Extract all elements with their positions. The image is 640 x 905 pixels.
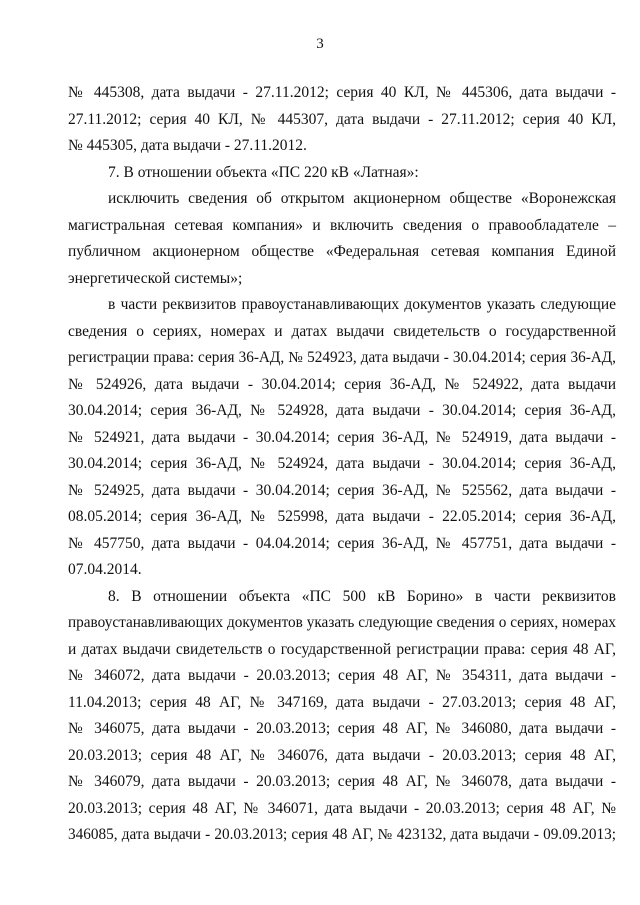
text-line: 346085, дата выдачи - 20.03.2013; серия 48 АГ, № 423132, дата выдачи - 09.09.2013; — [68, 826, 616, 843]
text-line: публичном акционерном обществе «Федеральная сетевая компания Единой — [68, 243, 616, 260]
text-line: № 457750, дата выдачи - 04.04.2014; серия 36-АД, № 457751, дата выдачи - — [68, 534, 616, 552]
text-line: энергетической системы»; — [68, 269, 243, 287]
text-line: регистрации права: серия 36-АД, № 524923, дата выдачи - 30.04.2014; серия 36-АД, — [68, 349, 616, 366]
text-line: № 346079, дата выдачи - 20.03.2013; серия 48 АГ, № 346078, дата выдачи - — [68, 773, 616, 790]
text-line: 30.04.2014; серия 36-АД, № 524928, дата выдачи - 30.04.2014; серия 36-АД, — [68, 402, 616, 419]
text-line: № 524921, дата выдачи - 30.04.2014; серия 36-АД, № 524919, дата выдачи - — [68, 428, 616, 446]
text-line: 8. В отношении объекта «ПС 500 кВ Борино» в части реквизитов — [108, 587, 616, 605]
text-line: № 346072, дата выдачи - 20.03.2013; серия 48 АГ, № 354311, дата выдачи - — [68, 667, 616, 684]
text-line: 07.04.2014. — [68, 561, 142, 578]
text-line: в части реквизитов правоустанавливающих документов указать следующие — [108, 296, 616, 313]
text-line: 20.03.2013; серия 48 АГ, № 346071, дата выдачи - 20.03.2013; серия 48 АГ, № — [68, 799, 616, 817]
text-line: сведения о сериях, номерах и датах выдачи свидетельств о государственной — [68, 322, 616, 340]
text-line: исключить сведения об открытом акционерном обществе «Воронежская — [108, 190, 616, 207]
text-line: 27.11.2012; серия 40 КЛ, № 445307, дата выдачи - 27.11.2012; серия 40 КЛ, — [68, 110, 616, 128]
text-line: и датах выдачи свидетельств о государственной регистрации права: серия 48 АГ, — [68, 640, 616, 658]
text-line: № 524925, дата выдачи - 30.04.2014; серия 36-АД, № 525562, дата выдачи - — [68, 481, 616, 499]
text-line: № 445308, дата выдачи - 27.11.2012; серия 40 КЛ, № 445306, дата выдачи - — [68, 84, 616, 101]
text-line: № 524926, дата выдачи - 30.04.2014; серия 36-АД, № 524922, дата выдачи — [68, 375, 616, 393]
text-line: магистральная сетевая компания» и включить сведения о правообладателе – — [68, 216, 616, 234]
page-number: 3 — [316, 36, 324, 52]
text-line: № 445305, дата выдачи - 27.11.2012. — [68, 137, 307, 154]
text-line: 11.04.2013; серия 48 АГ, № 347169, дата выдачи - 27.03.2013; серия 48 АГ, — [68, 693, 616, 711]
text-line: правоустанавливающих документов указать следующие сведения о сериях, номерах — [68, 614, 616, 631]
text-line: № 346075, дата выдачи - 20.03.2013; серия 48 АГ, № 346080, дата выдачи - — [68, 720, 616, 737]
text-line: 30.04.2014; серия 36-АД, № 524924, дата выдачи - 30.04.2014; серия 36-АД, — [68, 455, 616, 472]
text-line: 08.05.2014; серия 36-АД, № 525998, дата выдачи - 22.05.2014; серия 36-АД, — [68, 508, 616, 525]
text-line: 20.03.2013; серия 48 АГ, № 346076, дата выдачи - 20.03.2013; серия 48 АГ, — [68, 746, 616, 764]
document-body — [68, 80, 616, 849]
text-line: 7. В отношении объекта «ПС 220 кВ «Латная»: — [108, 163, 419, 181]
